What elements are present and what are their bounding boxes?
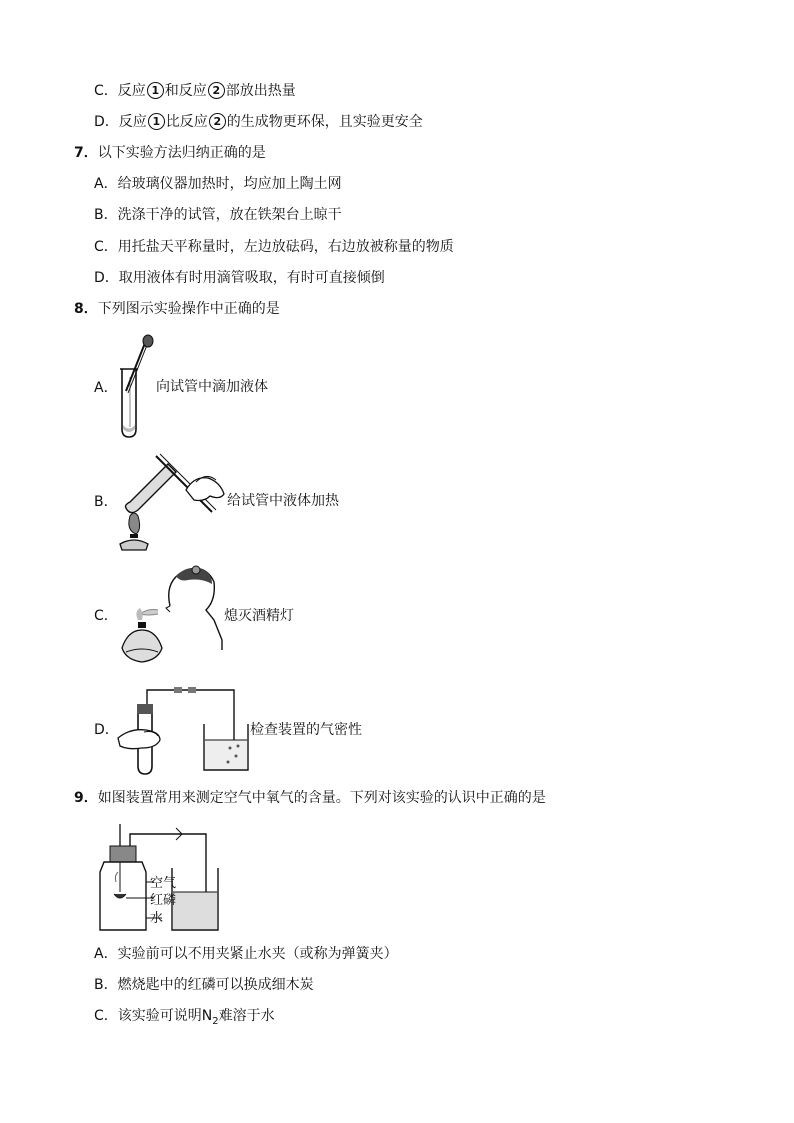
circled-number-2: 2 <box>209 113 226 130</box>
question-number: 9． <box>74 790 98 806</box>
q8-option-c-caption: 熄灭酒精灯 <box>224 608 294 624</box>
question-9-stem: 9．如图装置常用来测定空气中氧气的含量。下列对该实验的认识中正确的是 <box>74 790 546 806</box>
q8-option-d-letter: D． <box>94 722 119 738</box>
q8-option-b-caption: 给试管中液体加热 <box>227 493 339 509</box>
q7-option-b: B．洗涤干净的试管，放在铁架台上晾干 <box>94 207 342 223</box>
q9-option-a: A．实验前可以不用夹紧止水夹（或称为弹簧夹） <box>94 946 398 962</box>
circled-number-1: 1 <box>148 113 165 130</box>
question-number: 7． <box>74 145 98 161</box>
apparatus-label-phosphorus: 红磷 <box>150 893 177 908</box>
question-7-stem: 7．以下实验方法归纳正确的是 <box>74 145 266 161</box>
circled-number-2: 2 <box>208 82 225 99</box>
dropper-test-tube-illustration <box>112 333 158 443</box>
heating-test-tube-illustration <box>116 450 230 552</box>
q6-option-c: C．反应 1 和反应 2 部放出热量 <box>94 83 296 99</box>
q8-option-c-letter: C． <box>94 608 118 624</box>
extinguish-lamp-illustration <box>118 560 226 670</box>
q9-option-c: C．该实验可说明$N_2$难溶于水 <box>94 1008 275 1027</box>
q7-option-a: A．给玻璃仪器加热时，均应加上陶土网 <box>94 176 342 192</box>
q7-option-c: C．用托盐天平称量时，左边放砝码，右边放被称量的物质 <box>94 239 454 255</box>
q6-option-d: D．反应 1 比反应 2 的生成物更环保，且实验更安全 <box>94 114 423 130</box>
q8-option-b-letter: B． <box>94 494 118 510</box>
q8-option-a-letter: A． <box>94 380 118 396</box>
circled-number-1: 1 <box>147 82 164 99</box>
q8-option-a-caption: 向试管中滴加液体 <box>156 379 268 395</box>
q8-option-d-caption: 检查装置的气密性 <box>250 722 362 738</box>
apparatus-label-air: 空气 <box>150 876 177 891</box>
airtightness-check-illustration <box>116 686 254 776</box>
apparatus-label-water: 水 <box>150 911 164 926</box>
question-8-stem: 8．下列图示实验操作中正确的是 <box>74 301 280 317</box>
q9-option-b: B．燃烧匙中的红磷可以换成细木炭 <box>94 977 314 993</box>
q7-option-d: D．取用液体有时用滴管吸取，有时可直接倾倒 <box>94 270 385 286</box>
question-number: 8． <box>74 301 98 317</box>
